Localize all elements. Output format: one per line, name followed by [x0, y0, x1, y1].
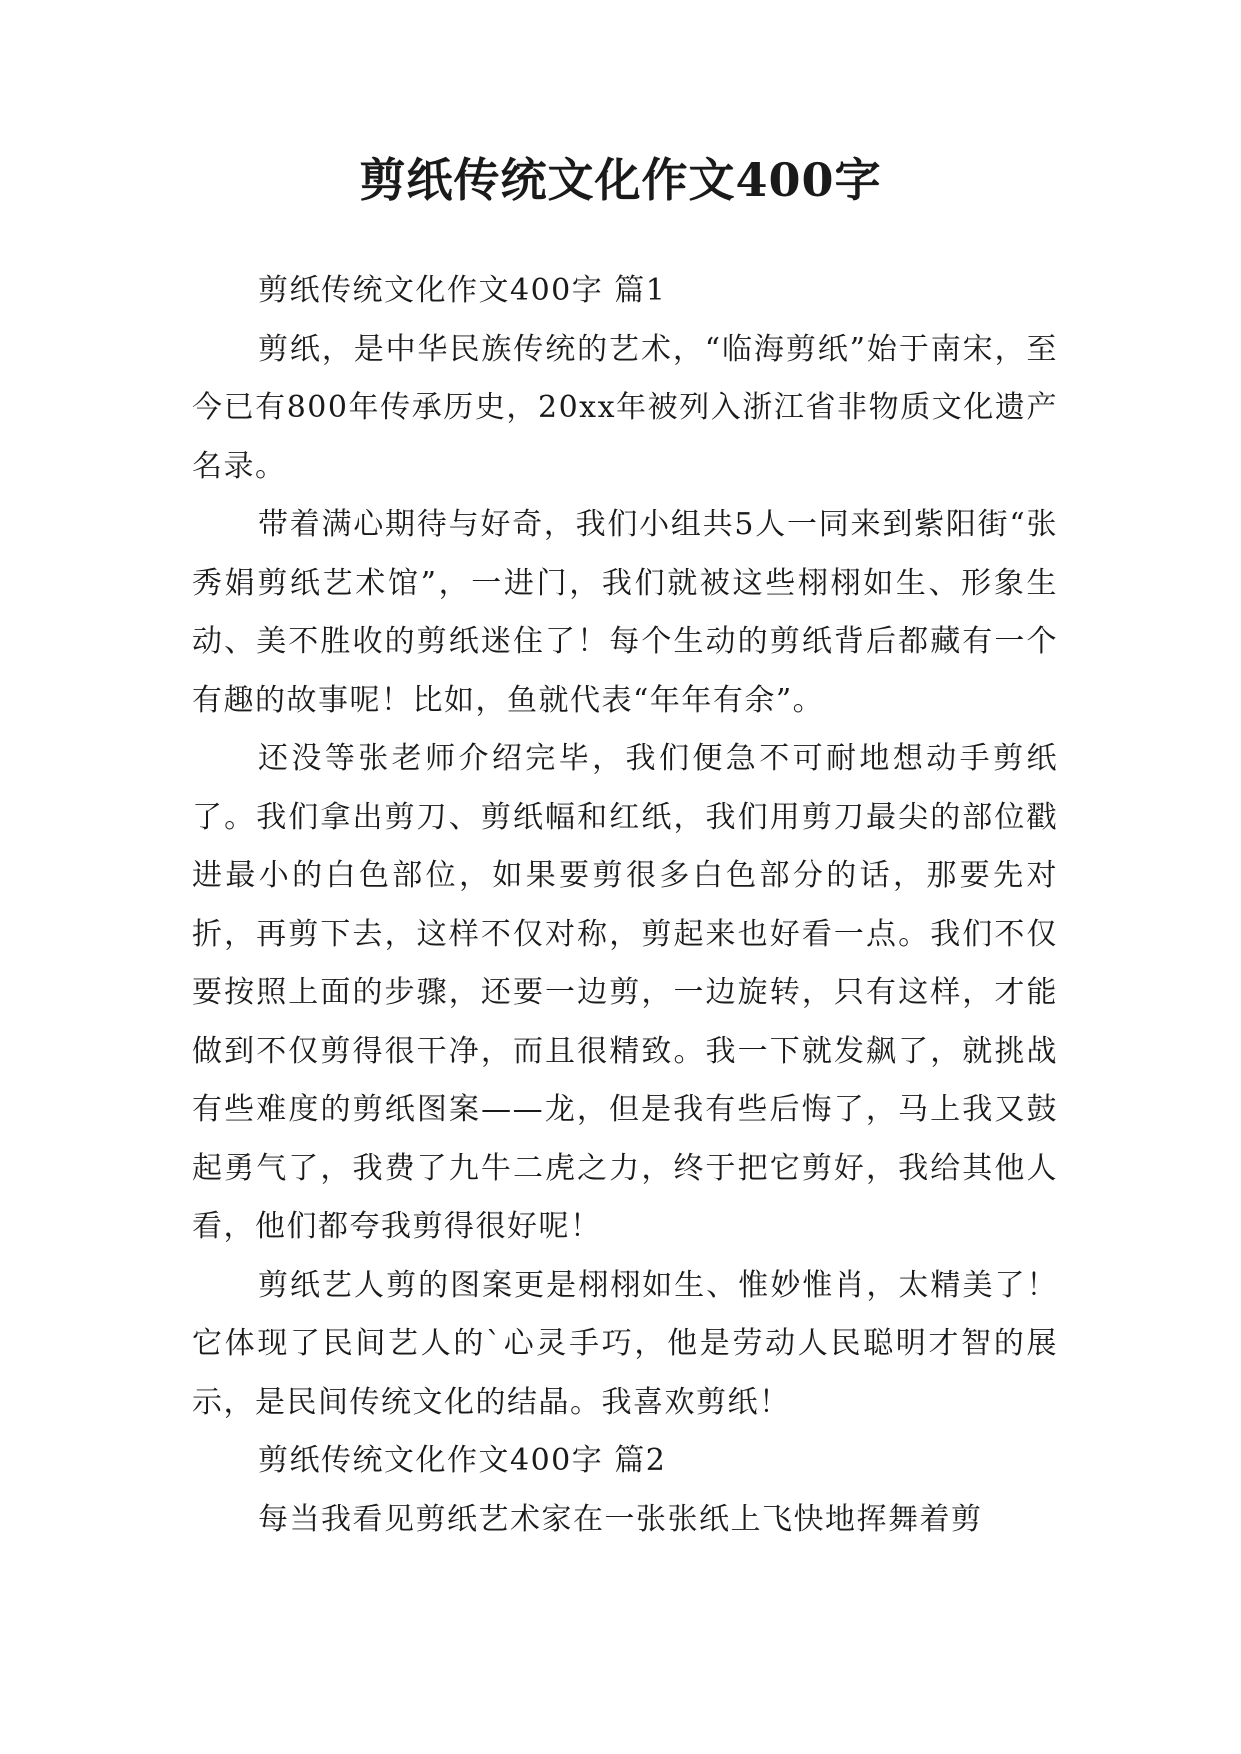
- paragraph: 每当我看见剪纸艺术家在一张张纸上飞快地挥舞着剪: [258, 1501, 983, 1537]
- paragraph: 剪纸，是中华民族传统的艺术，“临海剪纸”始于南宋，至今已有800年传承历史，20xx年被列入浙江省非物质文化遗产名录。: [192, 331, 1058, 484]
- paragraph: 带着满心期待与好奇，我们小组共5人一同来到紫阳街“张秀娟剪纸艺术馆”，一进门，我们就被这些栩栩如生、形象生动、美不胜收的剪纸迷住了！每个生动的剪纸背后都藏有一个有趣的故事呢！比如，鱼就代表“年年有余”。: [192, 507, 1058, 718]
- paragraph: 剪纸艺人剪的图案更是栩栩如生、惟妙惟肖，太精美了！它体现了民间艺人的`心灵手巧，他是劳动人民聪明才智的展示，是民间传统文化的结晶。我喜欢剪纸！: [192, 1267, 1058, 1420]
- document-body: [192, 262, 1058, 1549]
- section-heading-2: 剪纸传统文化作文400字 篇2: [258, 1443, 667, 1478]
- document-title: 剪纸传统文化作文400字: [359, 153, 882, 207]
- section-heading-1: 剪纸传统文化作文400字 篇1: [258, 273, 667, 308]
- paragraph: 还没等张老师介绍完毕，我们便急不可耐地想动手剪纸了。我们拿出剪刀、剪纸幅和红纸，我们用剪刀最尖的部位戳进最小的白色部位，如果要剪很多白色部分的话，那要先对折，再剪下去，这样不仅对称，剪起来也好看一点。我们不仅要按照上面的步骤，还要一边剪，一边旋转，只有这样，才能做到不仅剪得很干净，而且很精致。我一下就发飙了，就挑战有些难度的剪纸图案——龙，但是我有些后悔了，马上我又鼓起勇气了，我费了九牛二虎之力，终于把它剪好，我给其他人看，他们都夸我剪得很好呢！: [192, 741, 1058, 1244]
